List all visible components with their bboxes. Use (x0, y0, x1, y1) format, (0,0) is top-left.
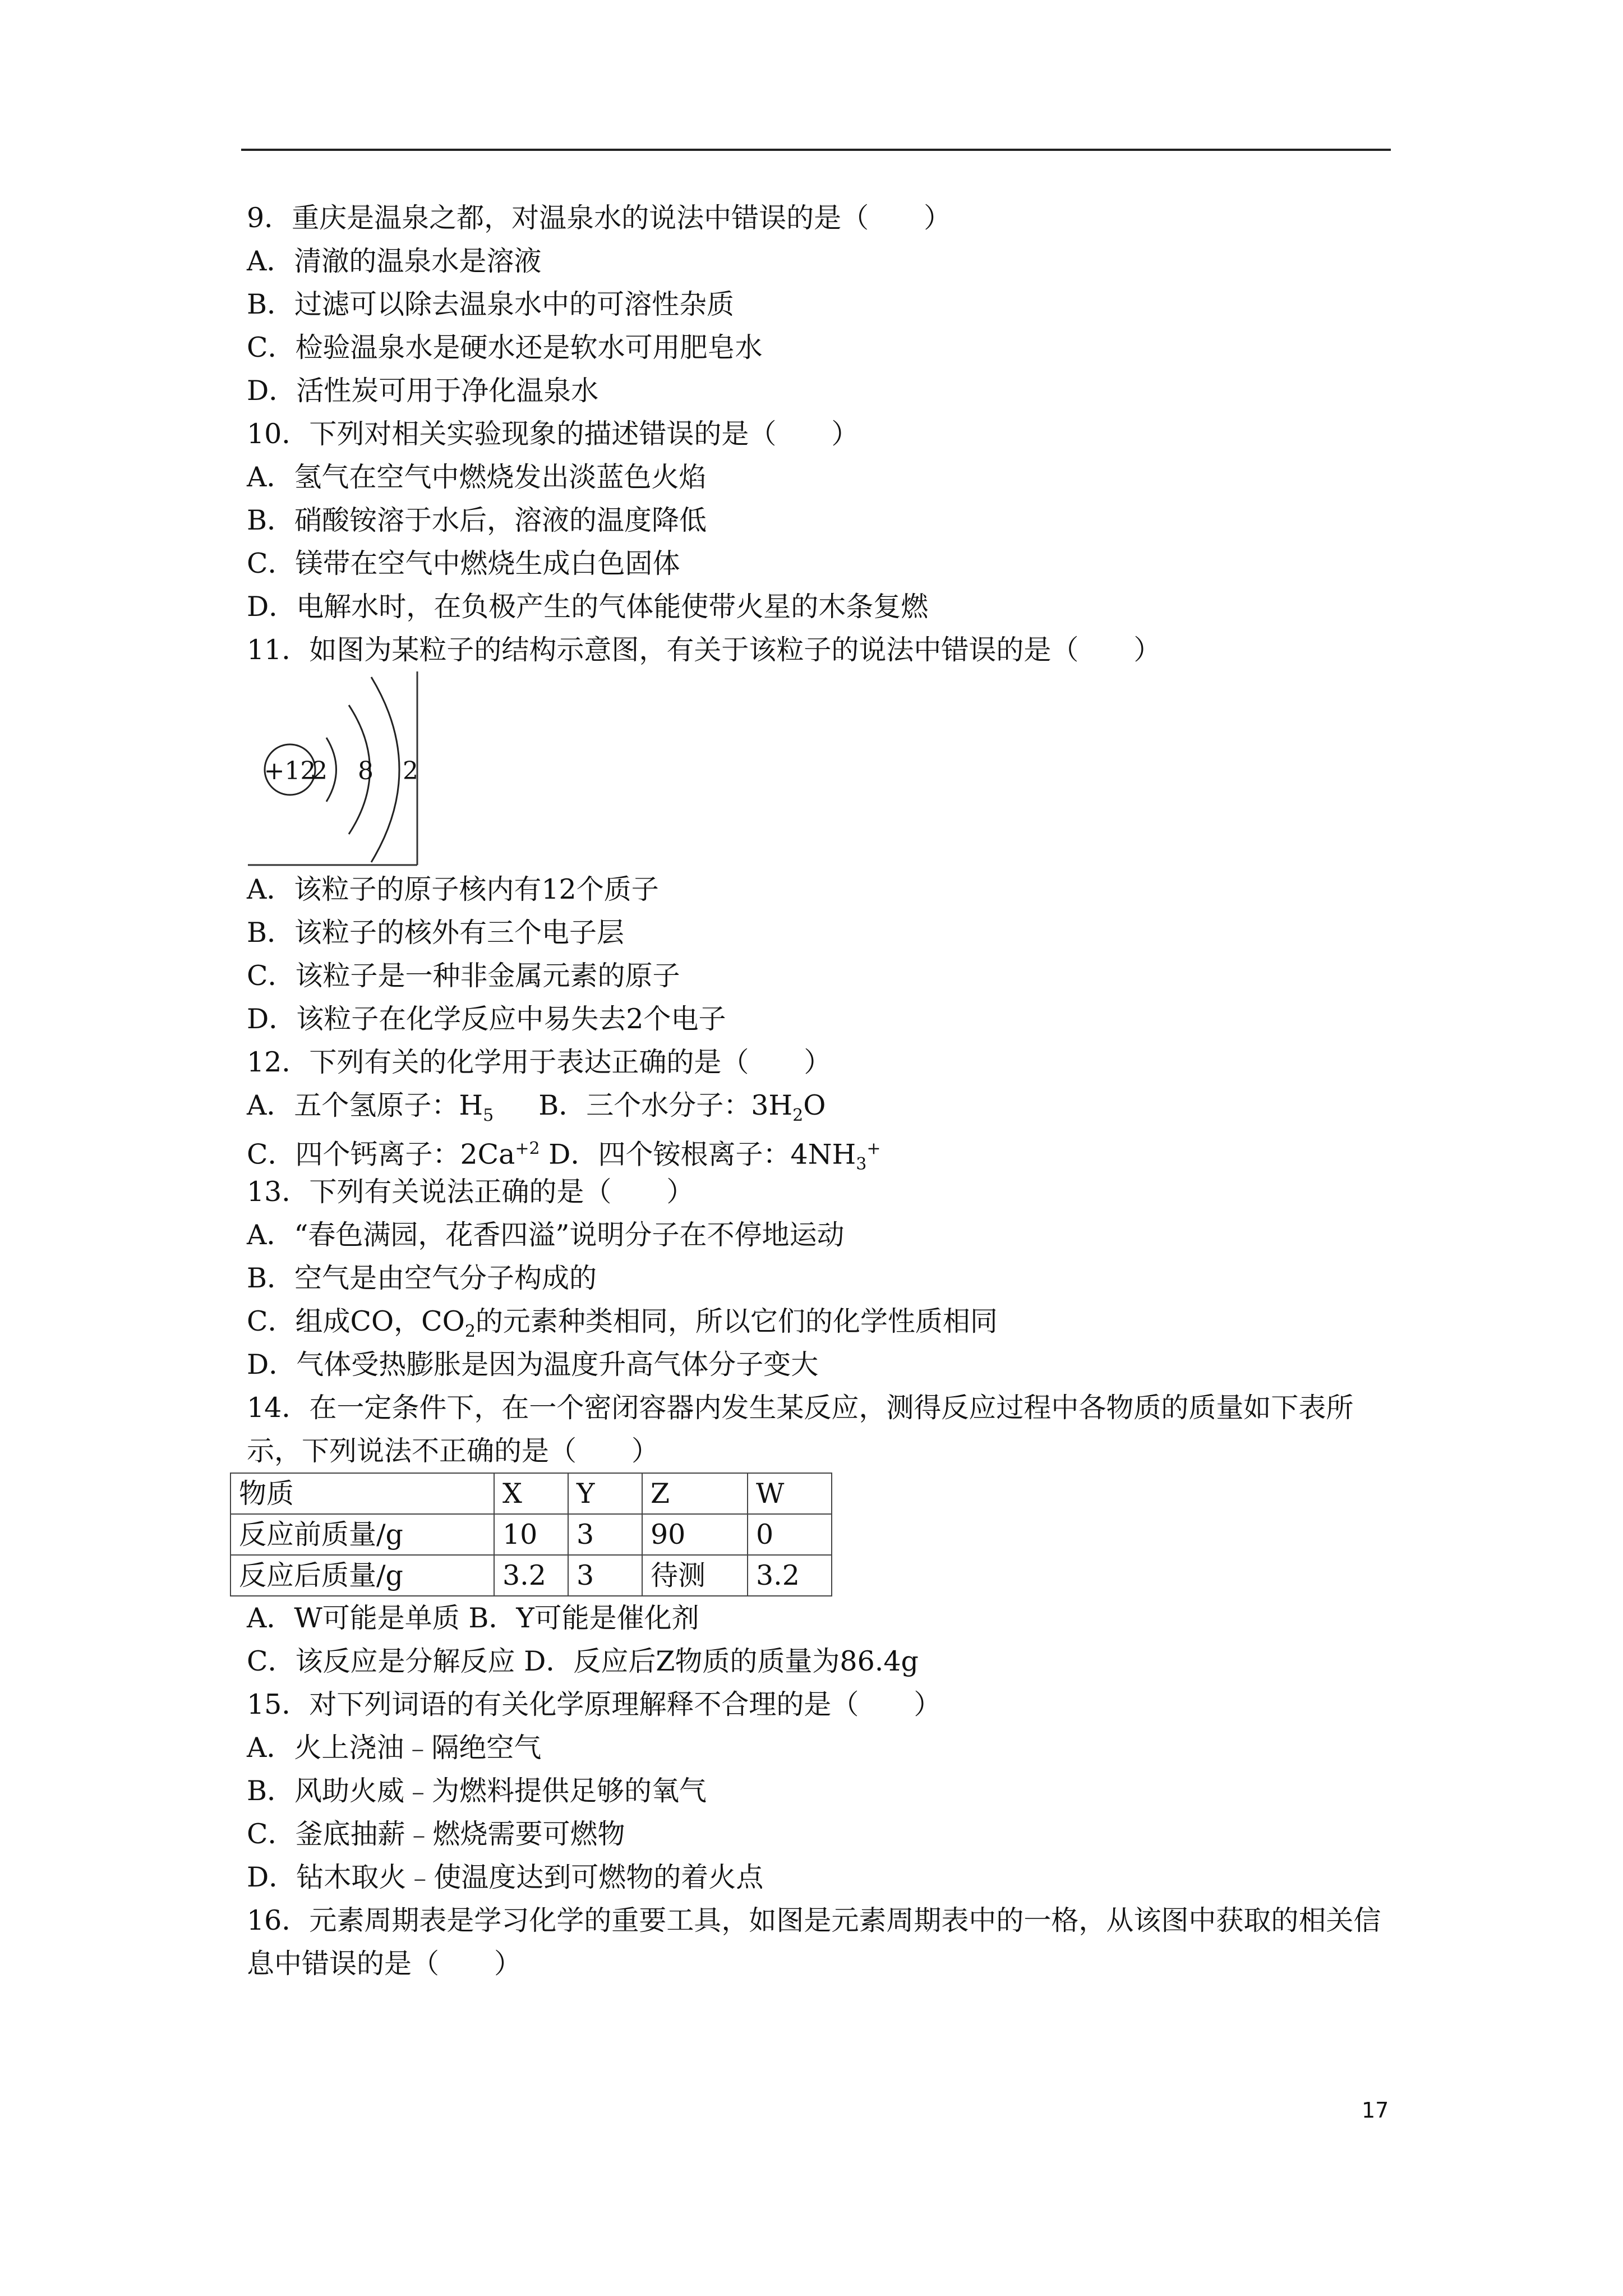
table-cell: X (494, 1473, 568, 1514)
table-cell: 3 (568, 1514, 642, 1555)
question-12-option-b-sub: 2 (792, 1105, 804, 1125)
shell-arc-3 (371, 677, 399, 862)
question-12-option-a: A．五个氢原子：H (247, 1089, 483, 1121)
shell-arc-1 (326, 738, 336, 802)
question-14-stem: 14．在一定条件下，在一个密闭容器内发生某反应，测得反应过程中各物质的质量如下表所示，下列说法不正确的是（ ） (247, 1392, 1354, 1467)
question-10-option-a: A．氢气在空气中燃烧发出淡蓝色火焰 (247, 461, 707, 493)
table-header-row (230, 1473, 832, 1514)
shell-2-electrons: 8 (358, 757, 374, 785)
table-cell: 物质 (230, 1473, 494, 1514)
question-9-option-d: D．活性炭可用于净化温泉水 (247, 375, 599, 407)
table-cell: Y (568, 1473, 642, 1514)
question-12-option-c: C．四个钙离子：2Ca (247, 1138, 515, 1171)
question-11-option-b: B．该粒子的核外有三个电子层 (247, 917, 625, 949)
question-9-option-b: B．过滤可以除去温泉水中的可溶性杂质 (247, 288, 735, 320)
question-12-stem: 12．下列有关的化学用于表达正确的是（ ） (247, 1046, 832, 1078)
question-15-option-a: A．火上浇油﹣隔绝空气 (247, 1732, 542, 1764)
question-13-option-c-pre: C．组成CO，CO (247, 1305, 465, 1337)
table-cell: 3.2 (494, 1555, 568, 1596)
question-11-option-d: D．该粒子在化学反应中易失去2个电子 (247, 1003, 726, 1035)
question-13-option-d: D．气体受热膨胀是因为温度升高气体分子变大 (247, 1349, 819, 1381)
table-cell: 待测 (642, 1555, 748, 1596)
question-13-option-a: A．“春色满园，花香四溢”说明分子在不停地运动 (247, 1219, 845, 1251)
mass-table (230, 1473, 832, 1596)
question-15-stem: 15．对下列词语的有关化学原理解释不合理的是（ ） (247, 1688, 942, 1720)
table-cell: 0 (748, 1514, 832, 1555)
shell-1-electrons: 2 (312, 757, 328, 785)
table-cell: W (748, 1473, 832, 1514)
question-11-option-c: C．该粒子是一种非金属元素的原子 (247, 960, 680, 992)
question-13-option-c-sub: 2 (464, 1321, 476, 1341)
question-11-option-a: A．该粒子的原子核内有12个质子 (247, 873, 659, 905)
header-rule (241, 149, 1391, 151)
question-12-options-cd (247, 1127, 1391, 1175)
table-row (230, 1555, 832, 1596)
shell-3-electrons: 2 (403, 757, 418, 785)
question-10-option-c: C．镁带在空气中燃烧生成白色固体 (247, 547, 680, 579)
table-cell: Z (642, 1473, 748, 1514)
question-14-options-ab: A．W可能是单质 B．Y可能是催化剂 (247, 1602, 699, 1634)
question-12-option-d-sup: + (866, 1139, 881, 1158)
nucleus-charge: +12 (264, 757, 316, 785)
table-cell: 3.2 (748, 1555, 832, 1596)
question-13-option-b: B．空气是由空气分子构成的 (247, 1262, 597, 1294)
page-number: 17 (1362, 2098, 1389, 2123)
table-cell: 90 (642, 1514, 748, 1555)
question-10-option-d: D．电解水时，在负极产生的气体能使带火星的木条复燃 (247, 591, 929, 623)
question-15-option-b: B．风助火威﹣为燃料提供足够的氧气 (247, 1775, 707, 1807)
exam-content (239, 196, 1391, 1985)
question-12-options-ab (247, 1084, 1391, 1127)
question-10-stem: 10．下列对相关实验现象的描述错误的是（ ） (247, 418, 859, 450)
table-cell: 反应前质量/g (230, 1514, 494, 1555)
table-cell: 反应后质量/g (230, 1555, 494, 1596)
question-12-option-b: B．三个水分子：3H (538, 1089, 793, 1121)
atom-structure-diagram (248, 671, 427, 868)
question-13-option-c-post: 的元素种类相同，所以它们的化学性质相同 (475, 1305, 998, 1337)
question-13-stem: 13．下列有关说法正确的是（ ） (247, 1176, 694, 1208)
atom-structure-svg (248, 671, 427, 868)
question-15-option-d: D．钻木取火﹣使温度达到可燃物的着火点 (247, 1861, 764, 1893)
question-13-option-c (247, 1300, 1391, 1343)
question-12-option-d: D．四个铵根离子：4NH (540, 1138, 856, 1171)
question-15-option-c: C．釜底抽薪﹣燃烧需要可燃物 (247, 1818, 625, 1850)
table-cell: 3 (568, 1555, 642, 1596)
question-12-option-d-sub: 3 (856, 1154, 867, 1175)
question-9-stem: 9．重庆是温泉之都，对温泉水的说法中错误的是（ ） (247, 202, 952, 234)
question-9-option-c: C．检验温泉水是硬水还是软水可用肥皂水 (247, 332, 763, 364)
table-row (230, 1514, 832, 1555)
question-12-option-a-sub: 5 (483, 1105, 494, 1125)
question-11-stem: 11．如图为某粒子的结构示意图，有关于该粒子的说法中错误的是（ ） (247, 634, 1161, 666)
question-14-options-cd: C．该反应是分解反应 D．反应后Z物质的质量为86.4g (247, 1645, 919, 1677)
question-9-option-a: A．清澈的温泉水是溶液 (247, 245, 542, 277)
question-12-option-b-tail: O (803, 1089, 826, 1121)
question-12-option-c-sup: +2 (515, 1139, 540, 1158)
question-10-option-b: B．硝酸铵溶于水后，溶液的温度降低 (247, 504, 707, 536)
table-cell: 10 (494, 1514, 568, 1555)
question-16-stem: 16．元素周期表是学习化学的重要工具，如图是元素周期表中的一格，从该图中获取的相关信息中错误的是（ ） (247, 1904, 1381, 1980)
